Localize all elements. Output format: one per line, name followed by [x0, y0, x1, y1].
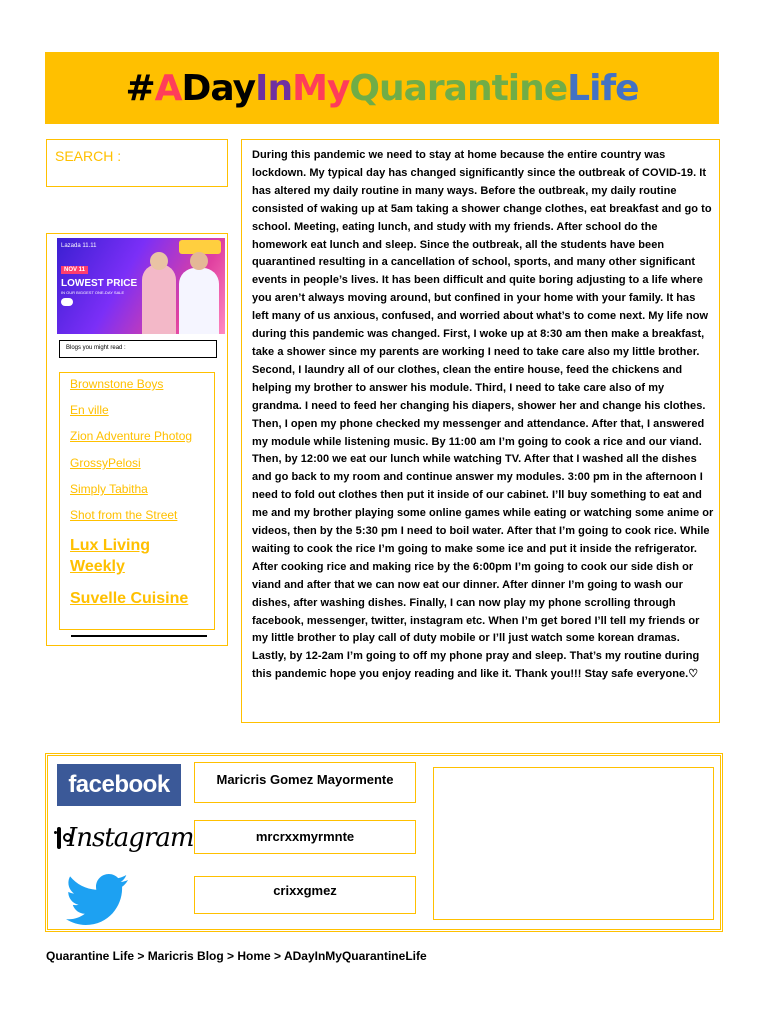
ad-model-woman-head — [150, 252, 168, 270]
ad-voucher-icon — [61, 298, 73, 306]
ad-date: NOV 11 — [61, 266, 88, 274]
title-banner — [45, 52, 719, 124]
article-body: During this pandemic we need to stay at home because the entire country was lockdown. My typical day has changed significantly since the outbreak of COVID-19. It has altered my daily routine in many ways. Before the outbreak, my daily routine consisted of waking up at 5am taking a shower change clothes, eat breakfast and go to school. Meeting, eating lunch, and study with my friends. After school do the homework eat lunch and sleep. Since the outbreak, all the students have been quarantined resulting in a cancellation of school, sports, and many other significant events in people’s lives. It has been difficult and quite boring adjusting to a life where you aren’t always moving around, but confined in your home with your family. It has left many of us anxious, confused, and worried about what’s to come next. My life now during this pandemic was changed. First, I woke up at 8:30 am then make a breakfast, take a shower since my parents are working I need to take care also my little brother. Second, I laundry all of our clothes, clean the entire house, feed the chickens and helping my brother to answer his module. Third, I need to take care also of my grandma. I need to feed her changing his diapers, shower her and change his clothes. Then, I open my phone checked my messenger and attendance. After that, I answered my module while listening music. By 11:00 am I’m going to cook a rice and our viand. Then, by 12:00 we eat our lunch while watching TV. After that I washed all the dishes and go back to my room and continue answer my modules. 3:00 pm in the afternoon I need to fold out clothes then put it inside of our cabinet. I’ll buy something to eat and me and my brother playing some online games while eating or watching some anime or videos, then by the 5:30 pm I need to boil water. After that I’m going to cook rice. While waiting to cook the rice I’m going to make some ice and put it inside the refrigerator. After cooking rice and making rice by the 6:00pm I’m going to cook our side dish or viand and after that we can now eat our dinner. After dinner I’m going to wash our dishes, after washing dishes. Finally, I can now play my phone scrolling through facebook, messenger, twitter, instagram etc. When I’m get bored I’ll tell my friends or my little brother to play call of duty mobile or I’ll just watch some korean dramas. Lastly, by 12-2am I’m going to off my phone pray and sleep. That’s my routine during this pandemic hope you enjoy reading and like it. Thank you!!! Stay safe everyone.♡ — [252, 149, 714, 681]
ad-model-woman — [142, 264, 176, 334]
photo-placeholder — [433, 767, 714, 920]
title-part-quarantine: Quarantine — [349, 67, 568, 109]
blog-link-suvelle-cuisine[interactable]: Suvelle Cuisine — [70, 590, 189, 607]
title-part-life: Life — [567, 67, 639, 109]
instagram-camera-icon — [57, 827, 61, 849]
lazada-ad-banner[interactable] — [57, 238, 225, 334]
sidebar-divider — [71, 635, 207, 637]
instagram-logo-icon[interactable] — [57, 818, 194, 858]
ad-subline: IN OUR BIGGEST ONE-DAY SALE — [61, 290, 125, 295]
blog-link-en-ville[interactable]: En ville — [70, 403, 109, 417]
page-title — [125, 68, 638, 109]
title-part-day: Day — [181, 67, 256, 109]
title-part-my: My — [292, 67, 350, 109]
instagram-logo-text: Instagram — [67, 823, 194, 853]
ad-brand: Lazada 11.11 — [61, 243, 97, 249]
article — [241, 139, 720, 723]
facebook-logo-icon[interactable] — [57, 764, 181, 806]
breadcrumb: Quarantine Life > Maricris Blog > Home > ADayInMyQuarantineLife — [46, 949, 427, 963]
ad-model-man — [179, 268, 219, 334]
title-part-hash: # — [125, 67, 155, 109]
sidebar — [46, 233, 228, 646]
title-part-in: In — [255, 67, 293, 109]
social-footer — [45, 753, 723, 932]
blog-link-brownstone-boys[interactable]: Brownstone Boys — [70, 377, 164, 391]
ad-headline: LOWEST PRICE — [61, 278, 138, 289]
blogs-label: Blogs you might read : — [66, 345, 126, 351]
twitter-handle-field — [194, 876, 416, 914]
facebook-logo-text: facebook — [68, 771, 170, 798]
instagram-handle: mrcrxxmyrmnte — [255, 829, 355, 844]
blog-link-shot-from-the-street[interactable]: Shot from the Street — [70, 508, 178, 522]
title-part-a: A — [154, 67, 182, 109]
twitter-bird-icon[interactable] — [66, 874, 130, 926]
blog-list — [59, 372, 215, 630]
instagram-handle-field — [194, 820, 416, 854]
facebook-name-field — [194, 762, 416, 803]
blog-link-grossypelosi[interactable]: GrossyPelosi — [70, 456, 141, 470]
blog-link-simply-tabitha[interactable]: Simply Tabitha — [70, 482, 148, 496]
blog-link-lux-living-weekly[interactable]: Lux Living Weekly — [70, 537, 150, 575]
search-label: SEARCH : — [55, 148, 122, 164]
blog-link-zion-adventure[interactable]: Zion Adventure Photog — [70, 429, 193, 443]
blogs-label-box — [59, 340, 217, 358]
search-box[interactable] — [46, 139, 228, 187]
facebook-name: Maricris Gomez Mayormente — [216, 772, 394, 787]
ad-model-man-head — [190, 252, 208, 270]
twitter-handle: crixxgmez — [273, 883, 337, 898]
